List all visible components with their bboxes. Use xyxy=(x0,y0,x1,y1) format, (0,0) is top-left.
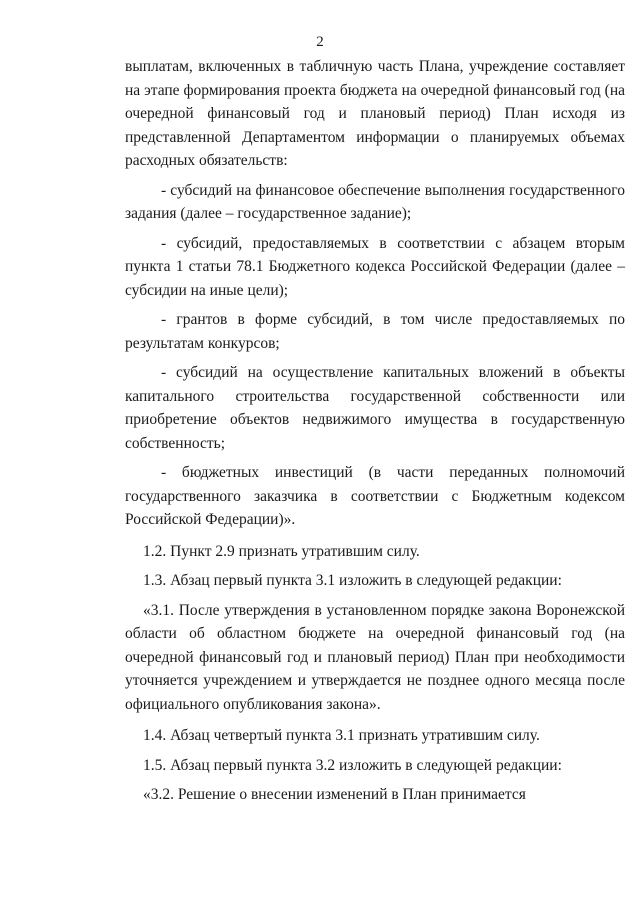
list-item-state-task-subsidies: - субсидий на финансовое обеспечение выполнения государственного задания (далее – государственное задание); xyxy=(125,181,625,222)
list-item-grants: - грантов в форме субсидий, в том числе предоставляемых по результатам конкурсов; xyxy=(125,311,625,352)
paragraph-plan-formation: выплатам, включенных в табличную часть Плана, учреждение составляет на этапе формирования проекта бюджета на очередной финансовый год (на очередной финансовый год и плановый период) План исходя из представленной Департаментом информации о планируемых объемах расходных обязательств: xyxy=(125,58,625,169)
document-body xyxy=(125,55,625,807)
paragraph-1-3: 1.3. Абзац первый пункта 3.1 изложить в следующей редакции: xyxy=(143,572,562,589)
paragraph-1-2: 1.2. Пункт 2.9 признать утратившим силу. xyxy=(143,542,420,560)
list-item-other-purpose-subsidies: - субсидий, предоставляемых в соответствии с абзацем вторым пункта 1 статьи 78.1 Бюджетного кодекса Российской Федерации (далее – субсидии на иные цели); xyxy=(125,234,625,299)
paragraph-1-4: 1.4. Абзац четвертый пункта 3.1 признать утратившим силу. xyxy=(143,727,540,744)
page-number: 2 xyxy=(316,34,324,50)
paragraph-1-5: 1.5. Абзац первый пункта 3.2 изложить в следующей редакции: xyxy=(143,756,562,774)
list-item-capital-investment-subsidies: - субсидий на осуществление капитальных вложений в объекты капитального строительства государственной собственности или приобретение объектов недвижимого имущества в государственную собственность; xyxy=(125,364,625,452)
paragraph-3-1-text: «3.1. После утверждения в установленном порядке закона Воронежской области об областном бюджете на очередной финансовый год (на очередной финансовый год и плановый период) План при необходимости уточняется учреждением и утверждается не позднее одного месяца после официального опубликования закона». xyxy=(125,601,625,713)
paragraph-3-2-text: «3.2. Решение о внесении изменений в План принимается xyxy=(143,786,526,803)
list-item-budget-investments: - бюджетных инвестиций (в части переданных полномочий государственного заказчика в соответствии с Бюджетным кодексом Российской Федерации)». xyxy=(125,464,625,528)
